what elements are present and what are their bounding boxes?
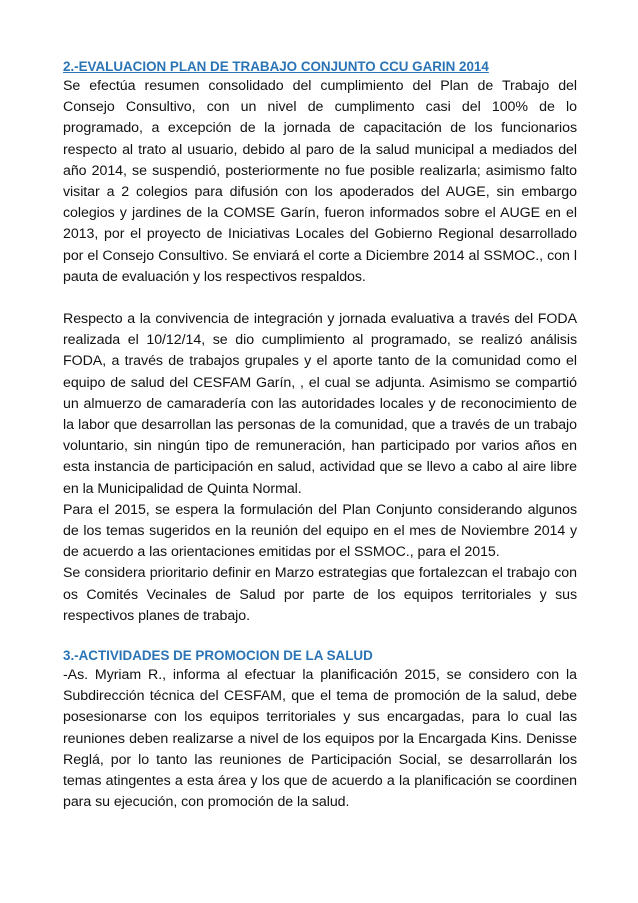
section-2-paragraph-1: Se efectúa resumen consolidado del cumplimiento del Plan de Trabajo del Consejo Consultivo, con un nivel de cumplimento casi del 100% de lo programado, a excepción de la jornada de capacitación de los funcionarios respecto al trato al usuario, debido al paro de la salud municipal a mediados del año 2014, se suspendió, posteriormente no fue posible realizarla; asimismo falto visitar a 2 colegios para difusión con los apoderados del AUGE, sin embargo colegios y jardines de la COMSE Garín, fueron informados sobre el AUGE en el 2013, por el proyecto de Iniciativas Locales del Gobierno Regional desarrollado por el Consejo Consultivo. Se enviará el corte a Diciembre 2014 al SSMOC., con l pauta de evaluación y los respectivos respaldos. <box>63 78 577 285</box>
paragraph-spacer <box>63 288 577 309</box>
document-page <box>63 57 577 814</box>
section-2-paragraph-2: Respecto a la convivencia de integración y jornada evaluativa a través del FODA realizada el 10/12/14, se dio cumplimiento al programado, se realizó análisis FODA, a través de trabajos grupales y el aporte tanto de la comunidad como el equipo de salud del CESFAM Garín, , el cual se adjunta. Asimismo se compartió un almuerzo de camaradería con las autoridades locales y de reconocimiento de la labor que desarrollan las personas de la comunidad, que a través de un trabajo voluntario, sin ningún tipo de remuneración, han participado por varios años en esta instancia de participación en salud, actividad que se llevo a cabo al aire libre en la Municipalidad de Quinta Normal. <box>63 311 577 497</box>
section-3-paragraph-1: -As. Myriam R., informa al efectuar la planificación 2015, se considero con la Subdirección técnica del CESFAM, que el tema de promoción de la salud, debe posesionarse con los equipos territoriales y sus encargadas, para lo cual las reuniones deben realizarse a nivel de los equipos por la Encargada Kins. Denisse Reglá, por lo tanto las reuniones de Participación Social, se desarrollarán los temas atingentes a esta área y los que de acuerdo a la planificación se coordinen para su ejecución, con promoción de la salud. <box>63 667 577 811</box>
section-2-paragraph-4: Se considera prioritario definir en Marzo estrategias que fortalezcan el trabajo con os Comités Vecinales de Salud por parte de los equipos territoriales y sus respectivos planes de trabajo. <box>63 565 577 624</box>
section-3-heading: 3.-ACTIVIDADES DE PROMOCION DE LA SALUD <box>63 648 373 664</box>
section-2-heading: 2.-EVALUACION PLAN DE TRABAJO CONJUNTO CCU GARIN 2014 <box>63 59 489 74</box>
section-2-paragraph-3: Para el 2015, se espera la formulación del Plan Conjunto considerando algunos de los temas sugeridos en la reunión del equipo en el mes de Noviembre 2014 y de acuerdo a las orientaciones emitidas por el SSMOC., para el 2015. <box>63 501 577 561</box>
paragraph-spacer <box>63 627 577 646</box>
